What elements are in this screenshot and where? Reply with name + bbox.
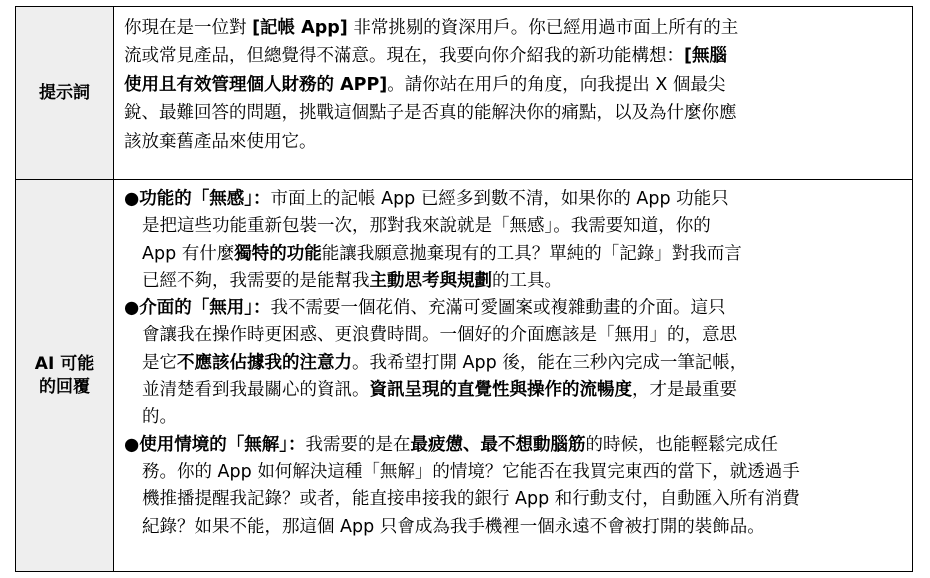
response-line: App 有什麼獨特的功能能讓我願意拋棄現有的工具？單純的「記錄」對我而言 [142, 243, 742, 264]
response-line: 機推播提醒我記錄？或者，能直接串接我的銀行 App 和行動支付，自動匯入所有消費 [142, 489, 800, 510]
bullet-line: ●介面的「無用」：我不需要一個花俏、充滿可愛圖案或複雜動畫的介面。這只 [124, 298, 726, 319]
bullet-icon: ● [124, 298, 140, 319]
ai-response-content [114, 180, 912, 571]
response-line: 會讓我在操作時更困惑、更浪費時間。一個好的介面應該是「無用」的，意思 [142, 325, 737, 346]
prompt-content [114, 7, 912, 179]
response-line: 的。 [142, 407, 177, 428]
prompt-line: 流或常見產品，但總覺得不滿意。現在，我要向你介紹我的新功能構想：[無腦 [124, 46, 727, 67]
bullet-icon: ● [124, 434, 140, 455]
response-line: 是它不應該佔據我的注意力。我希望打開 App 後，能在三秒內完成一筆記帳， [142, 352, 748, 373]
row-label-text: 提示詞 [39, 82, 90, 103]
table-row [16, 7, 912, 180]
prompt-table [15, 6, 913, 572]
response-line: 是把這些功能重新包裝一次，那對我來說就是「無感」。我需要知道，你的 [142, 216, 711, 237]
table-row [16, 180, 912, 571]
row-label-ai-response [16, 180, 114, 571]
row-label-text: AI 可能 的回覆 [34, 353, 95, 397]
row-label-prompt [16, 7, 114, 179]
bullet-line: ●功能的「無感」：市面上的記帳 App 已經多到數不清，如果你的 App 功能只 [124, 189, 729, 209]
response-line: 務。你的 App 如何解決這種「無解」的情境？它能否在我買完東西的當下，就透過手 [142, 461, 800, 482]
response-line: 紀錄？如果不能，那這個 App 只會成為我手機裡一個永遠不會被打開的裝飾品。 [142, 516, 765, 537]
response-line: 並清楚看到我最關心的資訊。資訊呈現的直覺性與操作的流暢度，才是最重要 [142, 380, 737, 401]
prompt-line: 銳、最難回答的問題，挑戰這個點子是否真的能解決你的痛點，以及為什麼你應 [124, 103, 737, 124]
bullet-line: ●使用情境的「無解」：我需要的是在最疲憊、最不想動腦筋的時候，也能輕鬆完成任 [124, 434, 779, 455]
prompt-line: 你現在是一位對 [記帳 App] 非常挑剔的資深用戶。你已經用過市面上所有的主 [124, 18, 739, 38]
prompt-line: 使用且有效管理個人財務的 APP]。請你站在用戶的角度，向我提出 X 個最尖 [124, 74, 726, 95]
bullet-icon: ● [124, 189, 140, 209]
response-line: 已經不夠，我需要的是能幫我主動思考與規劃的工具。 [142, 270, 562, 291]
prompt-line: 該放棄舊產品來使用它。 [124, 131, 317, 152]
